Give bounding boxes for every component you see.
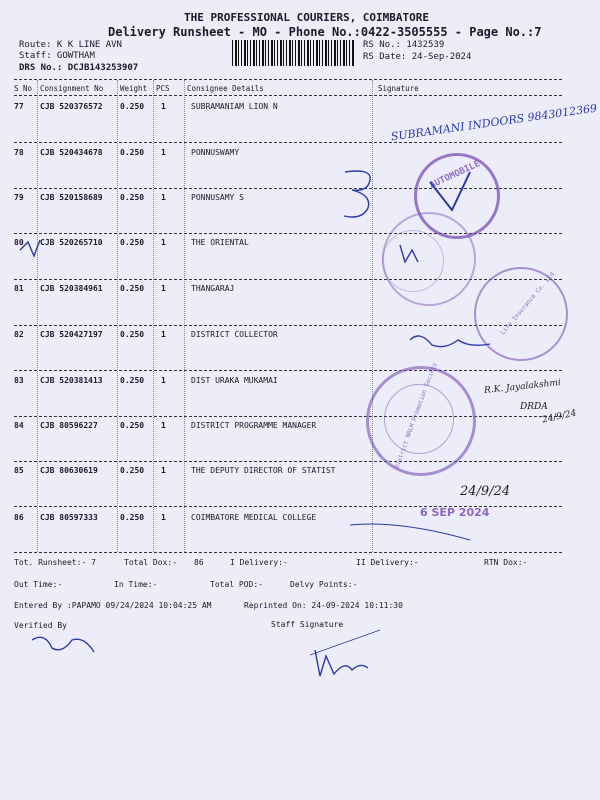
out-time: Out Time:- [14,580,63,589]
pcs: 1 [161,238,166,247]
weight: 0.250 [120,376,145,385]
sno: 79 [14,193,24,202]
sno: 77 [14,102,24,111]
sno: 86 [14,513,24,522]
sno: 82 [14,330,24,339]
weight: 0.250 [120,193,145,202]
ii-delivery: II Delivery:- [356,558,419,567]
sno: 80 [14,238,24,247]
ink-tick-79 [430,172,470,210]
pcs: 1 [161,102,166,111]
consignee: PONNUSWAMY [191,148,240,157]
pcs: 1 [161,148,166,157]
staff-signature-label: Staff Signature [271,620,344,629]
pcs: 1 [161,284,166,293]
total-dox-value: 86 [194,558,204,567]
consignment-no: CJB 520434678 [40,148,103,157]
weight: 0.250 [120,102,145,111]
total-pod: Total POD:- [210,580,263,589]
ink-sign-80 [400,245,418,262]
weight: 0.250 [120,284,145,293]
delvy-points: Delvy Points:- [290,580,358,589]
pcs: 1 [161,193,166,202]
consignee: THE DEPUTY DIRECTOR OF STATIST [191,466,336,475]
consignment-no: CJB 520384961 [40,284,103,293]
ink-sign-verified [32,637,94,652]
ink-mark-80 [20,240,40,256]
stamp-4-text: Life Insurance Co. Ltd [499,270,556,337]
rs-number: RS No.: 1432539 [363,40,445,50]
verified-by: Verified By [14,621,67,630]
reprinted-on: Reprinted On: 24-09-2024 10:11:30 [244,601,403,610]
sno: 83 [14,376,24,385]
ink-mark-78 [344,171,370,217]
handwritten-sig-77: SUBRAMANI INDOORS 9843012369 [390,101,598,144]
handwritten-drda: DRDA [520,402,548,412]
ink-line-staff [310,630,380,655]
ink-sign-staff [315,650,368,676]
ink-line-86 [350,524,470,540]
pcs: 1 [161,466,166,475]
handwritten-date-84: 24/9/24 [541,408,578,426]
tot-runsheet: Tot. Runsheet:- 7 [14,558,96,567]
pcs: 1 [161,330,166,339]
ink-sign-82 [410,336,490,347]
pcs: 1 [161,513,166,522]
handwritten-date-85: 24/9/24 [460,484,511,499]
consignee: DIST URAKA MUKAMAI [191,376,278,385]
sno: 81 [14,284,24,293]
sno: 84 [14,421,24,430]
consignment-no: CJB 520427197 [40,330,103,339]
consignment-no: CJB 80596227 [40,421,98,430]
consignment-no: CJB 80630619 [40,466,98,475]
consignee: DISTRICT COLLECTOR [191,330,278,339]
pcs: 1 [161,376,166,385]
col-pcs: PCS [156,84,170,93]
in-time: In Time:- [114,580,158,589]
weight: 0.250 [120,421,145,430]
route: Route: K K LINE AVN [19,40,122,50]
runsheet-title: Delivery Runsheet - MO - Phone No.:0422-3505555 - Page No.:7 [108,25,542,39]
stamp-5-text: District NRLM Promotion Society [393,361,439,470]
sno: 78 [14,148,24,157]
consignment-no: CJB 520265710 [40,238,103,247]
consignment-no: CJB 80597333 [40,513,98,522]
col-weight: Weight [120,84,148,93]
entered-by: Entered By :PAPAMO 09/24/2024 10:04:25 AM [14,601,212,610]
rtn-dox: RTN Dox:- [484,558,528,567]
weight: 0.250 [120,148,145,157]
handwritten-rk: R.K. Jayalakshmi [483,378,562,396]
col-consignee: Consignee Details [187,84,264,93]
i-delivery: I Delivery:- [230,558,288,567]
consignment-no: CJB 520381413 [40,376,103,385]
sno: 85 [14,466,24,475]
company-name: THE PROFESSIONAL COURIERS, COIMBATORE [184,11,430,24]
consignee: THE ORIENTAL [191,238,249,247]
consignee: DISTRICT PROGRAMME MANAGER [191,421,317,430]
weight: 0.250 [120,238,145,247]
date-stamp-86: 6 SEP 2024 [420,506,490,519]
weight: 0.250 [120,513,145,522]
consignment-no: CJB 520376572 [40,102,103,111]
total-dox: Total Dox:- [124,558,177,567]
staff: Staff: GOWTHAM [19,51,95,61]
weight: 0.250 [120,466,145,475]
consignee: PONNUSAMY S [191,193,244,202]
consignment-no: CJB 520158689 [40,193,103,202]
col-sno: S No [14,84,33,93]
stamp-1-text: AUTOMOBILE [428,159,482,191]
consignee: COIMBATORE MEDICAL COLLEGE [191,513,317,522]
drs-number: DRS No.: DCJB143253907 [19,63,139,73]
col-consignment: Consignment No [40,84,104,93]
weight: 0.250 [120,330,145,339]
consignee: THANGARAJ [191,284,235,293]
consignee: SUBRAMANIAM LION N [191,102,278,111]
rs-date: RS Date: 24-Sep-2024 [363,52,472,62]
pcs: 1 [161,421,166,430]
col-signature: Signature [378,84,419,93]
